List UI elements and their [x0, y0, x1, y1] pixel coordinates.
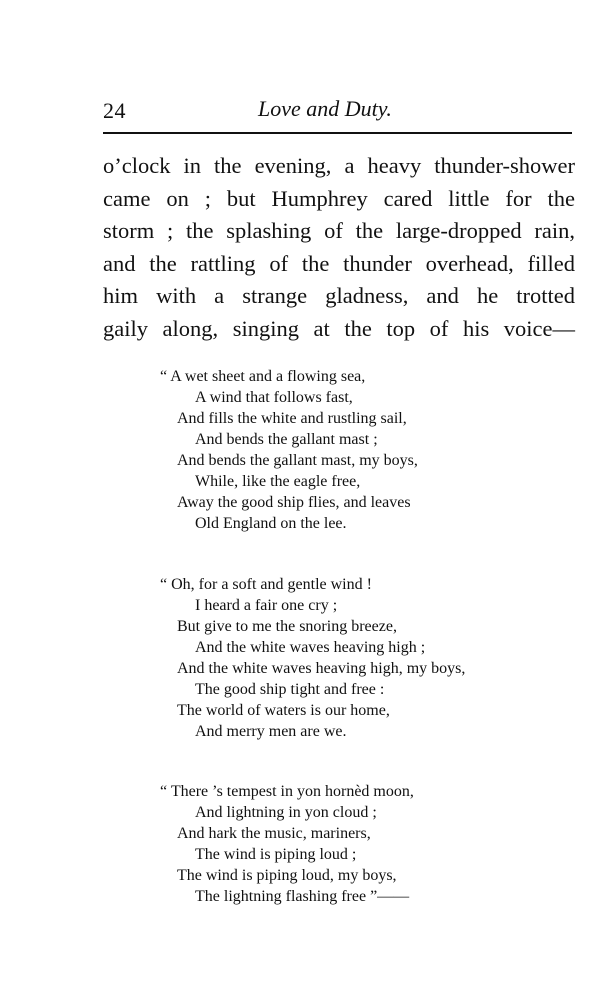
verse-line: “ Oh, for a soft and gentle wind ! — [160, 576, 372, 593]
verse-line: Old England on the lee. — [195, 515, 347, 532]
prose-line: o’clock in the evening, a heavy thunder-shower — [103, 153, 575, 178]
verse-line: Away the good ship flies, and leaves — [177, 494, 411, 511]
verse-line: But give to me the snoring breeze, — [177, 618, 397, 635]
verse-line: “ There ’s tempest in yon hornèd moon, — [160, 783, 414, 800]
verse-line: And lightning in yon cloud ; — [195, 804, 377, 821]
verse-line: And fills the white and rustling sail, — [177, 410, 407, 427]
prose-line: came on ; but Humphrey cared little for the — [103, 185, 575, 211]
prose-line: him with a strange gladness, and he trotted — [103, 283, 575, 309]
verse-line: And bends the gallant mast, my boys, — [177, 452, 418, 469]
verse-line: And the white waves heaving high ; — [195, 639, 426, 656]
running-title: Love and Duty. — [258, 96, 392, 121]
verse-line: The good ship tight and free : — [195, 681, 385, 698]
prose-line: and the rattling of the thunder overhead, filled — [103, 250, 575, 276]
verse-line: And the white waves heaving high, my boys, — [177, 660, 466, 677]
verse-line: The wind is piping loud ; — [195, 846, 357, 863]
prose-paragraph — [103, 150, 575, 346]
verse-line: While, like the eagle free, — [195, 473, 361, 490]
page-number: 24 — [103, 98, 126, 123]
verse-line: And bends the gallant mast ; — [195, 431, 378, 448]
verse-line: The lightning flashing free ”—— — [195, 888, 410, 905]
header-rule — [103, 132, 572, 134]
verse-line: And hark the music, mariners, — [177, 825, 371, 842]
verse-line: “ A wet sheet and a flowing sea, — [160, 368, 366, 385]
verse-line: The wind is piping loud, my boys, — [177, 867, 397, 884]
verse-line: A wind that follows fast, — [195, 389, 353, 406]
verse-line: I heard a fair one cry ; — [195, 597, 338, 614]
verse-line: The world of waters is our home, — [177, 702, 390, 719]
prose-line: storm ; the splashing of the large-dropped rain, — [103, 218, 575, 244]
prose-line: gaily along, singing at the top of his voice— — [103, 315, 575, 341]
verse-line: And merry men are we. — [195, 723, 347, 740]
